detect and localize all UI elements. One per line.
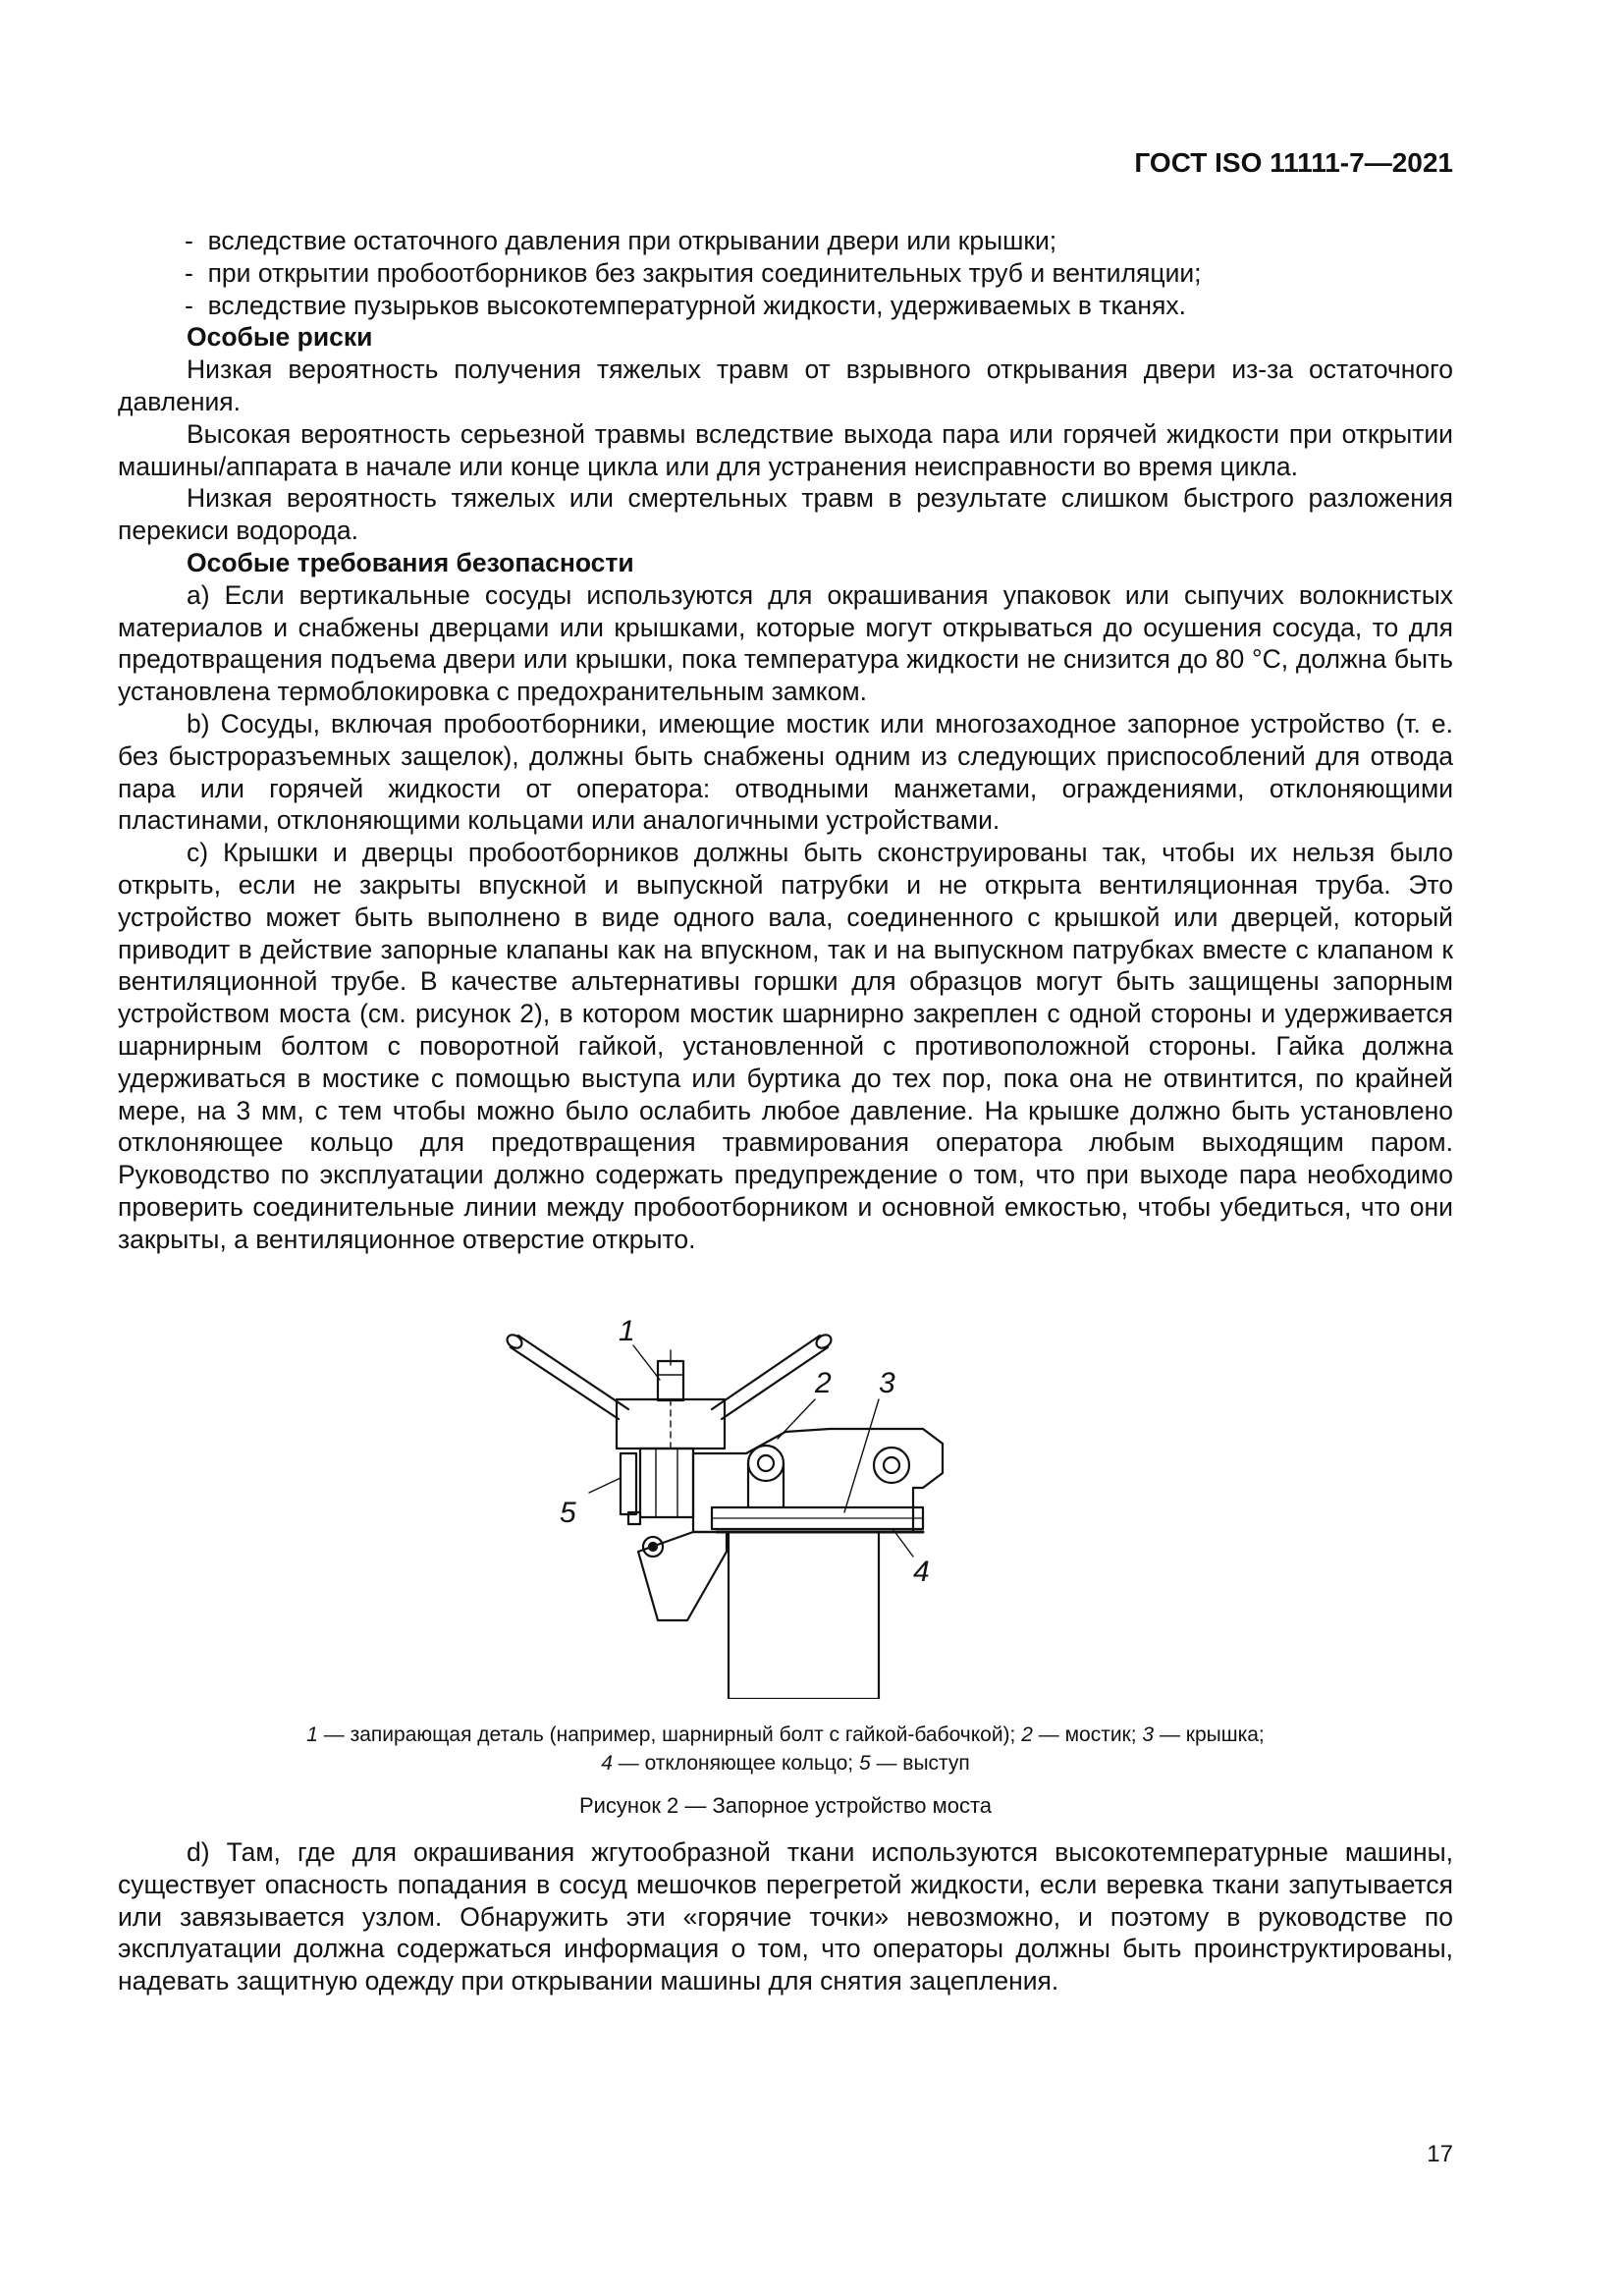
callout-1: 1	[619, 1315, 635, 1347]
bullet-item: - при открытии пробоотборников без закрытия соединительных труб и вентиляции;	[118, 257, 1453, 290]
bolt-tip	[658, 1361, 683, 1400]
section-heading-special-risks: Особые риски	[187, 322, 373, 353]
pivot-pin	[758, 1455, 774, 1471]
paragraph: с) Крышки и дверцы пробоотборников должны быть сконструированы так, чтобы их нельзя было открыть, если не закрыты впускной и выпускной патрубки и не открыта вентиляционная труба. Это устройство может быть выполнено в виде одного вала, соединенного с крышкой или дверцей, который приводит в действие запорные клапаны как на впускном, так и на выпускном патрубках вместе с клапаном к вентиляционной трубе. В качестве альтернативы горшки для образцов могут быть защищены запорным устройством моста (см. рисунок 2), в котором мостик шарнирно закреплен с одной стороны и удерживается шарнирным болтом с поворотной гайкой, установленной с противоположной стороны. Гайка должна удерживаться в мостике с помощью выступа или буртика до тех пор, пока она не отвинтится, по крайней мере, на 3 мм, с тем чтобы можно было ослабить любое давление. На крышке должно быть установлено отклоняющее кольцо для предотвращения травмирования оператора любым выходящим паром. Руководство по эксплуатации должно содержать предупреждение о том, что при выходе пара необходимо проверить соединительные линии между пробоотборником и основной емкостью, чтобы убедиться, что они закрыты, а вентиляционное отверстие открыто.	[118, 838, 1453, 1254]
paragraph: d) Там, где для окрашивания жгутообразной ткани используются высокотемпературные машины, существует опасность попадания в сосуд мешочков перегретой жидкости, если веревка ткани запутывается или завязывается узлом. Обнаружить эти «горячие точки» невозможно, и поэтому в руководстве по эксплуатации должна содержаться информация о том, что операторы должны быть проинструктированы, надевать защитную одежду при открывании машины для снятия зацепления.	[118, 1837, 1453, 1996]
paragraph: Низкая вероятность тяжелых или смертельных травм в результате слишком быстрого разложения перекиси водорода.	[118, 483, 1453, 546]
callout-4: 4	[913, 1556, 930, 1588]
main-text	[118, 225, 1453, 1256]
bridge-locking-drawing	[491, 1306, 1080, 1699]
bullet-item: - вследствие остаточного давления при открывании двери или крышки;	[118, 225, 1453, 257]
bridge	[693, 1429, 943, 1532]
paragraph: Высокая вероятность серьезной травмы вследствие выхода пара или горячей жидкости при открытии машины/аппарата в начале или конце цикла или для устранения неисправности во время цикла.	[118, 418, 1453, 481]
document-header: ГОСТ ISO 11111-7—2021	[1134, 147, 1453, 178]
main-text-continued	[118, 1836, 1453, 1997]
hinge-pin	[884, 1457, 899, 1473]
paragraph: Низкая вероятность получения тяжелых травм от взрывного открывания двери из-за остаточного давления.	[118, 355, 1453, 416]
bullet-item: - вследствие пузырьков высокотемпературной жидкости, удерживаемых в тканях.	[118, 290, 1453, 322]
paragraph: а) Если вертикальные сосуды используются для окрашивания упаковок или сыпучих волокнистых материалов и снабжены дверцами или крышками, которые могут открываться до осушения сосуда, то для предотвращения подъема двери или крышки, пока температура жидкости не снизится до 80 °С, должна быть установлена термоблокировка с предохранительным замком.	[118, 579, 1453, 707]
legend-line: 1 — запирающая деталь (например, шарнирный болт с гайкой-бабочкой); 2 — мостик; 3 — крышка;	[306, 1723, 1265, 1746]
figure-bridge-locking-device	[491, 1306, 1080, 1699]
legend-line: 4 — отклоняющее кольцо; 5 — выступ	[601, 1752, 970, 1775]
page-number: 17	[1427, 2141, 1453, 2167]
protrusion	[621, 1453, 636, 1514]
callout-5: 5	[560, 1497, 576, 1529]
bridge-pivot	[748, 1446, 784, 1481]
figure-caption: Рисунок 2 — Запорное устройство моста	[578, 1793, 993, 1818]
wing-nut-handles	[505, 1333, 834, 1419]
vessel-walls	[729, 1534, 879, 1699]
figure-legend	[118, 1721, 1453, 1777]
section-heading-safety-requirements: Особые требования безопасности	[187, 547, 634, 577]
bolt-shank	[640, 1449, 693, 1517]
callout-2: 2	[815, 1367, 832, 1399]
paragraph: b) Сосуды, включая пробоотборники, имеющие мостик или многозаходное запорное устройство (т. е. без быстроразъемных защелок), должны быть снабжены одним из следующих приспособлений для отвода пара или горячей жидкости от оператора: отводными манжетами, ограждениями, отклоняющими пластинами, отклоняющими кольцами или аналогичными устройствами.	[118, 708, 1453, 836]
hinge-lug	[874, 1448, 909, 1483]
callout-3: 3	[879, 1367, 895, 1399]
